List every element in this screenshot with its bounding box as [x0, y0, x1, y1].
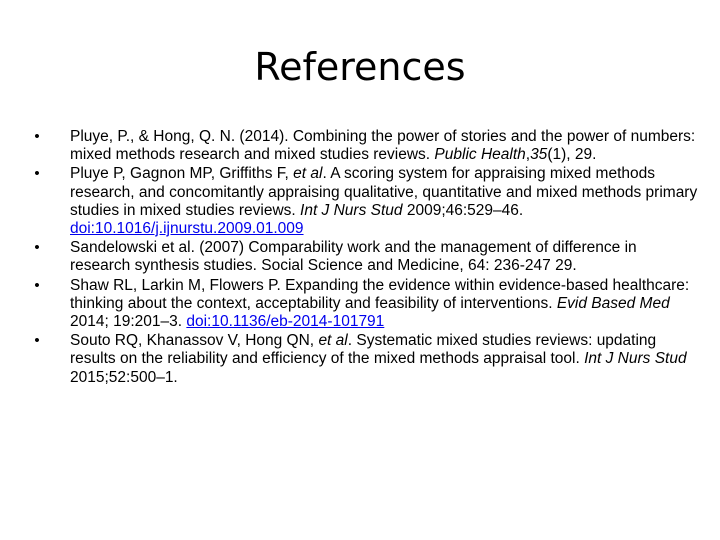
reference-list — [30, 128, 698, 388]
journal-title: Evid Based Med — [556, 294, 670, 312]
reference-text: 2015;52:500–1. — [70, 368, 178, 386]
doi-link[interactable]: doi:10.1016/j.ijnurstu.2009.01.009 — [70, 220, 304, 238]
reference-text: 2014; 19:201–3. — [70, 313, 187, 331]
reference-item — [30, 165, 698, 238]
reference-text: Sandelowski et al. (2007) Comparability work and the management of difference in research synthesis studies. Social Science and Medicine, 64: 236-247 29. — [70, 239, 637, 275]
reference-item — [30, 128, 698, 164]
reference-item — [30, 277, 698, 332]
journal-title: Int J Nurs Stud — [584, 350, 687, 368]
et-al: et al — [293, 165, 323, 183]
reference-item — [30, 332, 698, 387]
reference-text: 2009;46:529–46. — [402, 201, 524, 219]
reference-text: Pluye, P., & Hong, Q. N. (2014). Combining the power of stories and the power of numbers: mixed methods research and mixed studies reviews. — [70, 128, 696, 164]
reference-text: , — [525, 146, 531, 164]
bullet-icon: • — [34, 276, 40, 294]
page-title: References — [254, 45, 466, 89]
et-al: et al — [318, 332, 348, 350]
reference-item — [30, 239, 698, 275]
bullet-icon: • — [34, 128, 40, 145]
reference-text: (1), 29. — [547, 146, 597, 164]
doi-link[interactable]: doi:10.1136/eb-2014-101791 — [186, 313, 385, 331]
volume-number: 35 — [530, 146, 548, 164]
reference-text: Shaw RL, Larkin M, Flowers P. Expanding the evidence within evidence-based healthcare: thinking about the context, acceptability and feasibility of interventions. — [70, 276, 690, 312]
reference-text: . Systematic mixed studies reviews: updating results on the reliability and efficiency of the mixed methods appraisal tool. — [70, 332, 657, 368]
reference-text: Souto RQ, Khanassov V, Hong QN, — [70, 332, 319, 350]
reference-text: Pluye P, Gagnon MP, Griffiths F, — [70, 165, 294, 183]
bullet-icon: • — [34, 332, 40, 350]
reference-text: . A scoring system for appraising mixed methods research, and concomitantly appraising qualitative, quantitative and mixed methods primary studies in mixed studies reviews. — [70, 165, 698, 219]
journal-title: Int J Nurs Stud — [300, 201, 403, 219]
bullet-icon: • — [34, 239, 40, 257]
bullet-icon: • — [34, 165, 40, 183]
journal-title: Public Health — [434, 146, 526, 164]
